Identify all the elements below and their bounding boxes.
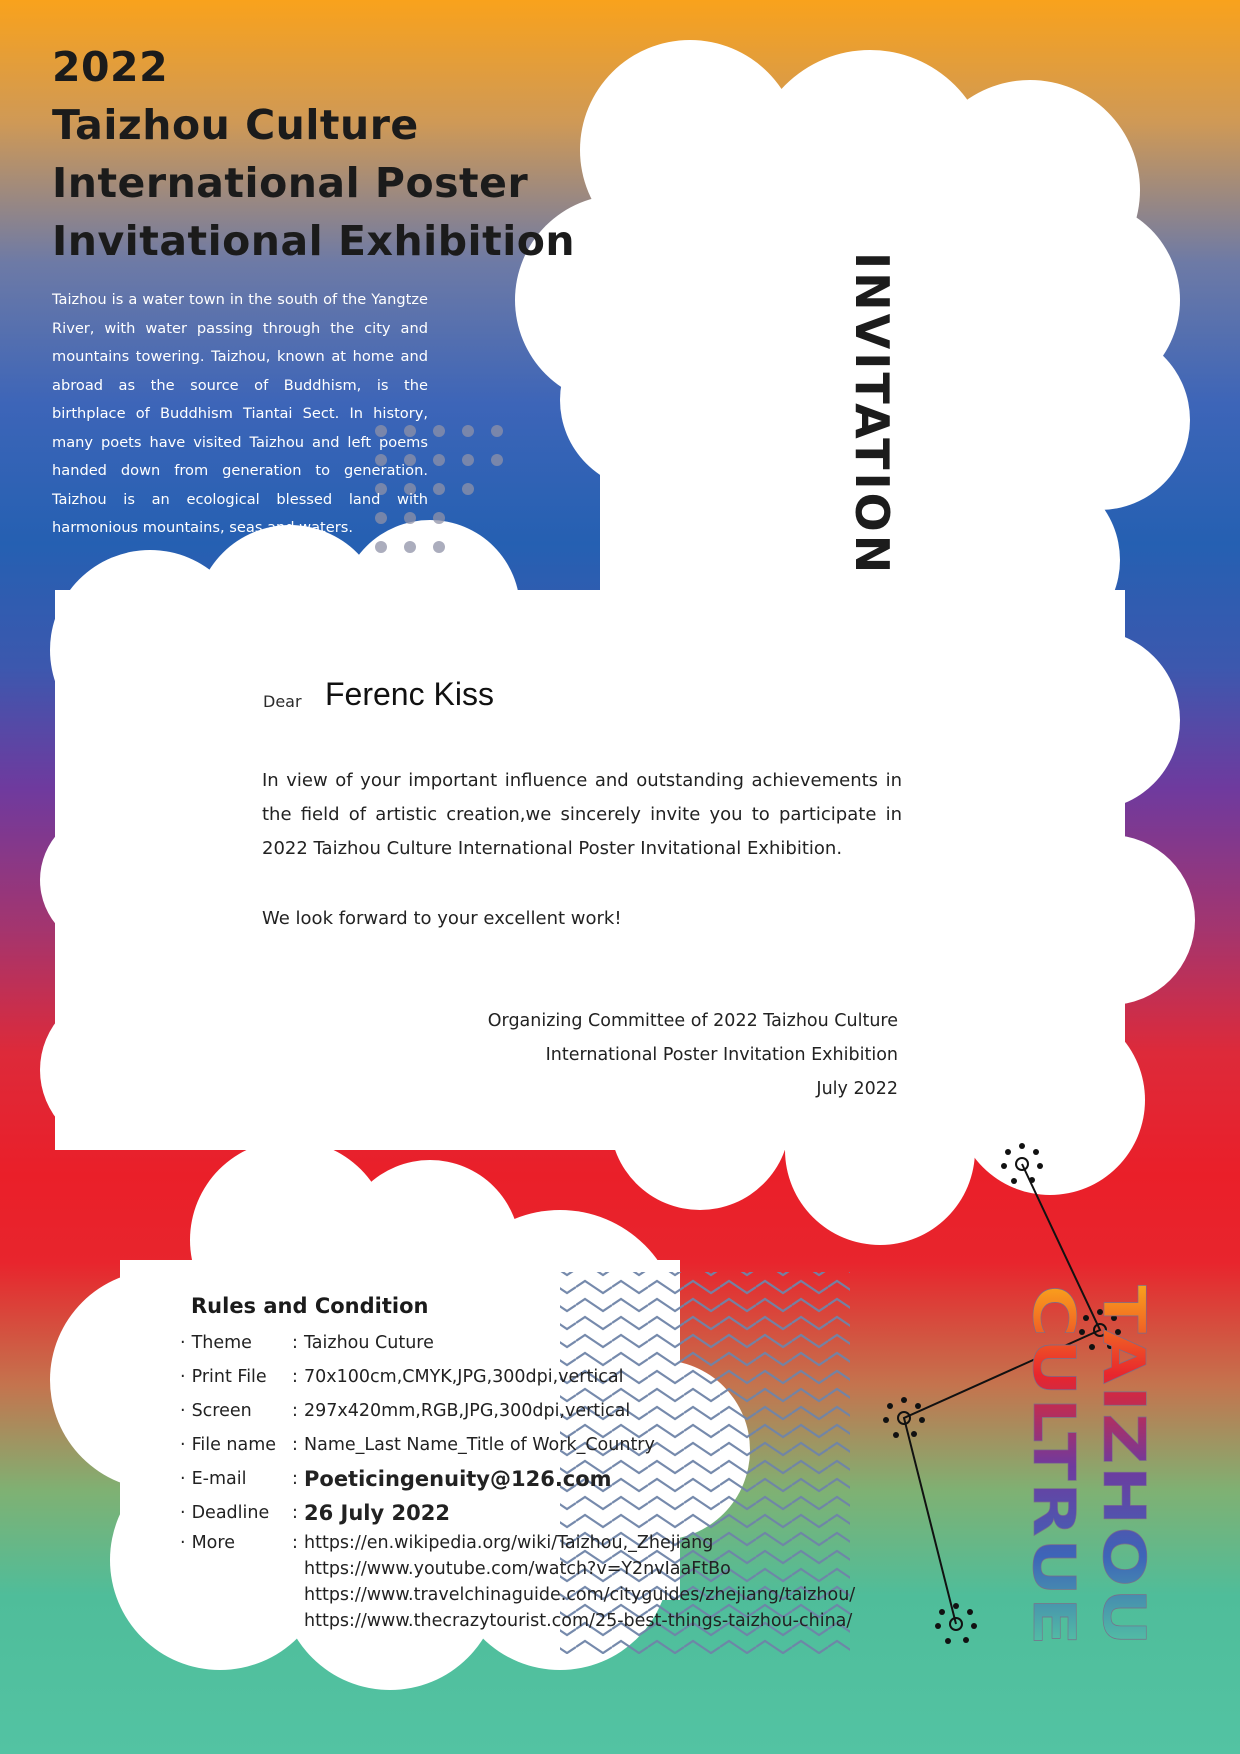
- brand-word-taizhou: TAIZHOU: [1090, 1285, 1158, 1581]
- title-line-2: International Poster: [52, 159, 529, 207]
- rule-value: 70x100cm,CMYK,JPG,300dpi,vertical: [304, 1367, 624, 1387]
- rule-theme: · Theme : Taizhou Cuture: [180, 1326, 855, 1360]
- rule-value: 297x420mm,RGB,JPG,300dpi,vertical: [304, 1401, 631, 1421]
- rule-label: · Deadline: [180, 1503, 292, 1523]
- title-line-1: Taizhou Culture: [52, 101, 419, 149]
- letter-body: In view of your important influence and outstanding achievements in the field of artistic creation,we sincerely invite you to participate in 2022 Taizhou Culture International Poster Invitational Exhibition.: [262, 770, 902, 859]
- signature-date: July 2022: [816, 1079, 898, 1099]
- link-thecrazytourist[interactable]: https://www.thecrazytourist.com/25-best-things-taizhou-china/: [304, 1611, 853, 1631]
- title-year: 2022: [52, 43, 169, 91]
- rule-label: · Print File: [180, 1367, 292, 1387]
- rule-more: · More : https://en.wikipedia.org/wiki/Taizhou,_Zhejiang https://www.youtube.com/watch?v=Y2nvIaaFtBo https://www.travelchinaguide.com/cityguides/zhejiang/taizhou/ https://www.thecrazytourist.com/25-best-things-taizhou-china/: [180, 1530, 855, 1634]
- letter-closing: We look forward to your excellent work!: [262, 908, 622, 929]
- rule-value: Taizhou Cuture: [304, 1333, 434, 1353]
- brand-word-cultrue: CULTRUE: [1020, 1285, 1088, 1580]
- rule-label: · Theme: [180, 1333, 292, 1353]
- taizhou-culture-wordmark: [1000, 1285, 1160, 1655]
- signature-line-1: Organizing Committee of 2022 Taizhou Culture: [487, 1011, 898, 1031]
- title-line-3: Invitational Exhibition: [52, 217, 576, 265]
- invitation-heading: INVITATION: [845, 252, 899, 577]
- email-address[interactable]: Poeticingenuity@126.com: [304, 1467, 612, 1491]
- recipient-name: Ferenc Kiss: [325, 676, 494, 712]
- rule-email: · E-mail : Poeticingenuity@126.com: [180, 1462, 855, 1496]
- rule-deadline: · Deadline : 26 July 2022: [180, 1496, 855, 1530]
- rule-value: Name_Last Name_Title of Work_Country: [304, 1435, 655, 1455]
- link-travelchinaguide[interactable]: https://www.travelchinaguide.com/cityguides/zhejiang/taizhou/: [304, 1585, 856, 1605]
- link-wikipedia[interactable]: https://en.wikipedia.org/wiki/Taizhou,_Zhejiang: [304, 1533, 714, 1553]
- rule-file-name: · File name : Name_Last Name_Title of Work_Country: [180, 1428, 855, 1462]
- link-youtube[interactable]: https://www.youtube.com/watch?v=Y2nvIaaFtBo: [304, 1559, 731, 1579]
- rule-label: · More: [180, 1530, 292, 1634]
- rules-title: Rules and Condition: [191, 1294, 429, 1318]
- intro-paragraph: Taizhou is a water town in the south of the Yangtze River, with water passing through the city and mountains towering. Taizhou, known at home and abroad as the source of Buddhism, is the birthplace of Buddhism Tiantai Sect. In history, many poets have visited Taizhou and left poems handed down from generation to generation. Taizhou is an ecological blessed land with harmonious mountains, seas and waters.: [52, 291, 428, 536]
- dear-label: Dear: [263, 692, 302, 711]
- rule-label: · Screen: [180, 1401, 292, 1421]
- signature-line-2: International Poster Invitation Exhibition: [545, 1045, 898, 1065]
- deadline-date: 26 July 2022: [304, 1501, 450, 1525]
- rule-print-file: · Print File : 70x100cm,CMYK,JPG,300dpi,vertical: [180, 1360, 855, 1394]
- rule-label: · E-mail: [180, 1469, 292, 1489]
- rule-screen: · Screen : 297x420mm,RGB,JPG,300dpi,vertical: [180, 1394, 855, 1428]
- rule-label: · File name: [180, 1435, 292, 1455]
